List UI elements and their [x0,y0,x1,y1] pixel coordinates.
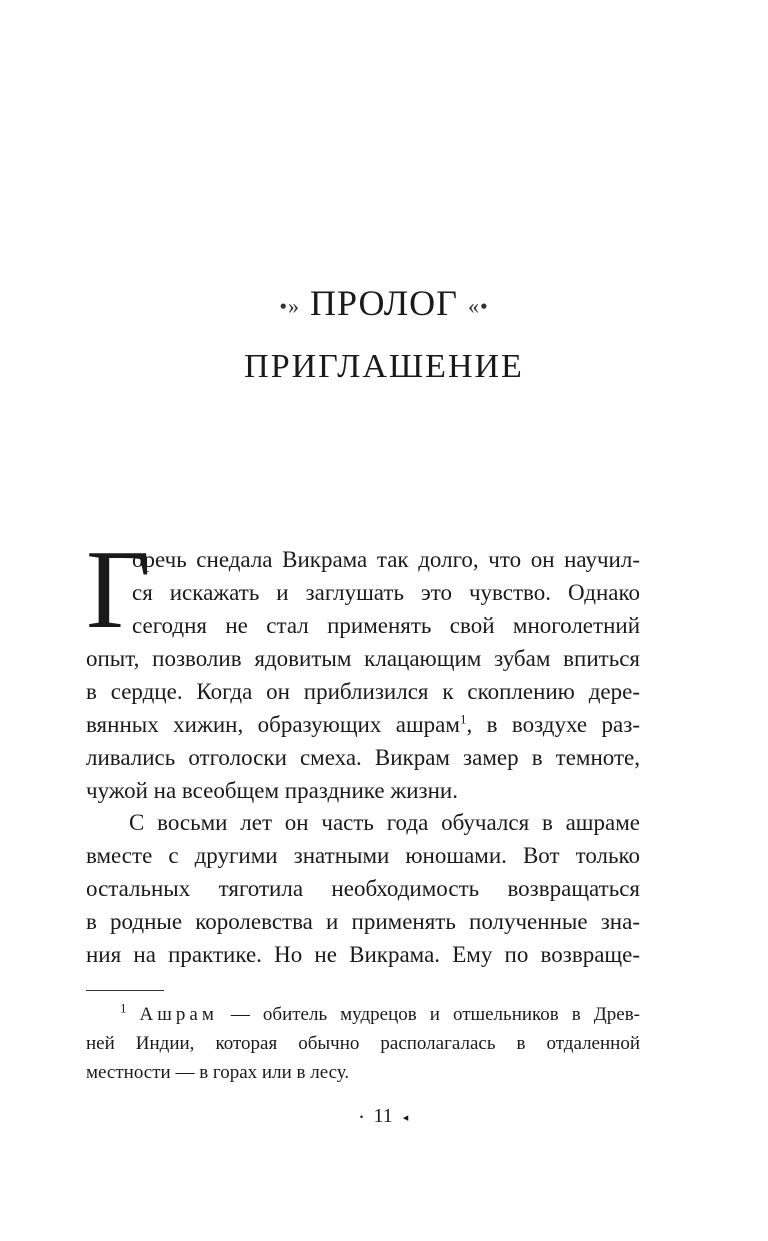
chapter-heading [0,282,768,324]
page-ornament-left: • [359,1111,364,1124]
ornament-right: «• [467,293,489,319]
footnote-divider [86,990,164,991]
footnote-number: 1 [120,1000,127,1016]
footnote-line: местности — в горах или в лесу. [86,1062,350,1083]
text-line: в сердце. Когда он приблизился к скоплению дере- [86,679,640,704]
footnote-line: $^1$ Ашрам — обитель мудрецов и отшельников в Древ- [120,1000,640,1025]
text-line: С восьми лет он часть года обучался в ашраме [129,810,640,835]
page-number-value: 11 [373,1105,393,1127]
paragraph-1 [86,528,641,807]
text-line: вянных хижин, образующих ашрам$^1$, в воздухе раз- [86,711,641,737]
text-line: остальных тяготила необходимость возвращаться [86,876,640,901]
text-line: в родные королевства и применять полученные зна- [86,909,640,934]
text-line: опыт, позволив ядовитым клацающим зубам впиться [86,646,640,671]
footnote-reference[interactable]: 1 [459,711,467,727]
text-line: ния на практике. Но не Викрама. Ему по возвраще- [86,942,640,967]
text-line: вместе с другими знатными юношами. Вот только [86,843,640,868]
text-line: оречь снедала Викрама так долго, что он научил- [132,547,640,572]
paragraph-2 [86,806,640,971]
footnote-term: Ашрам [139,1004,218,1025]
ornament-left: •» [279,293,301,319]
text-line: ся искажать и заглушать это чувство. Однако [132,580,640,605]
page-number [0,1105,768,1128]
footnote-line: ней Индии, которая обычно располагалась в отдаленной [86,1033,640,1054]
text-line: сегодня не стал применять свой многолетний [132,613,640,638]
drop-cap: Г [86,528,151,652]
chapter-title: ПРОЛОГ [310,283,458,323]
text-line: ливались отголоски смеха. Викрам замер в темноте, [86,745,640,770]
page-ornament-right: ◂ [402,1111,409,1124]
text-line: чужой на всеобщем празднике жизни. [86,778,458,803]
footnote [86,1000,640,1087]
chapter-subtitle: ПРИГЛАШЕНИЕ [244,348,524,385]
